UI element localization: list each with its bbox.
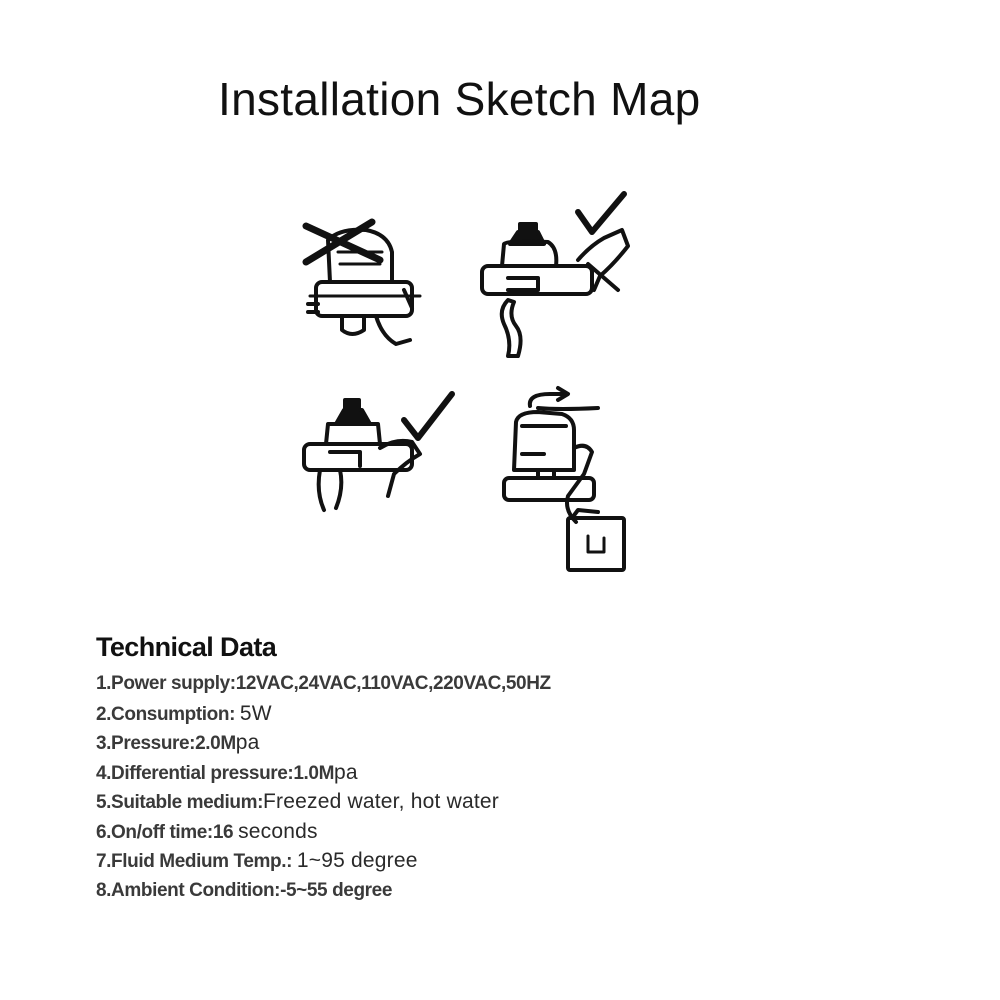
cross-icon [306,222,380,262]
tech-item-fluid-medium-temp [96,846,716,876]
valve-sketch-3 [300,388,460,518]
sketch-correct-installation-hand [300,388,460,518]
rotate-arrow-icon [530,388,598,409]
check-icon [578,194,624,232]
tech-item-on-off-time [96,817,716,847]
tech-item-label: 2.Consumption: [96,703,240,725]
tech-item-label: 3.Pressure:2.0M [96,733,236,754]
tech-item-value: pa [334,760,358,784]
sketch-correct-installation-wrench [478,190,638,370]
tech-item-value: Freezed water, hot water [263,790,499,813]
tech-item-differential-pressure [96,758,716,788]
check-icon [404,394,452,438]
tech-item-value: 12VAC,24VAC,110VAC,220VAC,50HZ [235,673,551,694]
valve-sketch-2 [478,190,638,370]
tech-item-label: 5.Suitable medium: [96,792,264,813]
tech-item-power-supply [96,669,716,699]
tech-item-consumption [96,699,716,729]
sketch-wrong-installation [300,212,420,352]
tech-item-value: 1~95 degree [296,849,418,872]
tech-item-label: 7.Fluid Medium Temp.: [96,851,297,872]
technical-data-heading: Technical Data [96,632,277,662]
tech-item-value: seconds [238,819,318,843]
tech-item-ambient-condition [96,876,716,906]
tech-item-pressure [96,728,716,758]
valve-sketch-4 [498,386,630,574]
tech-item-label: 8.Ambient Condition:-5~55 degree [96,879,392,901]
tech-item-label: 1.Power supply: [96,673,236,694]
valve-sketch-1 [300,212,420,352]
tech-item-label: 4.Differential pressure:1.0M [96,762,334,784]
tech-item-label: 6.On/off time:16 [96,821,239,843]
page-title: Installation Sketch Map [218,73,701,125]
tech-item-value: 5W [239,701,272,725]
sketch-rotate-and-connect [498,386,630,574]
tech-item-value: pa [235,731,260,754]
technical-data-section [96,632,716,905]
tech-item-suitable-medium [96,787,716,817]
technical-data-list [96,669,716,905]
